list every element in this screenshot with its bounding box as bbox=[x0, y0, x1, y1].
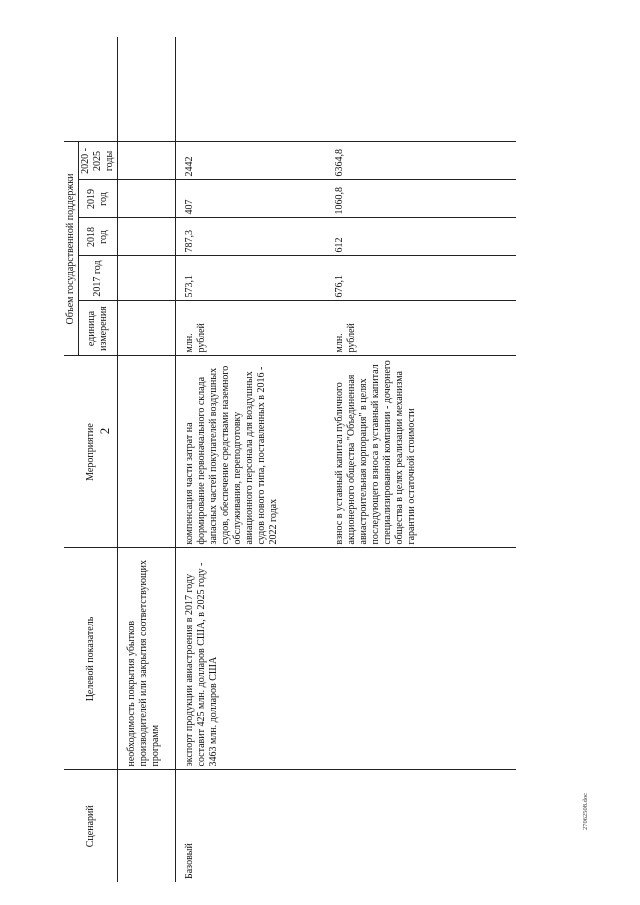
support-volume-table bbox=[64, 37, 516, 882]
empty-cell bbox=[326, 37, 516, 142]
empty-cell bbox=[118, 356, 176, 548]
carryover-target: необходимость покрытия убытков производителей или закрытия соответствующих программ bbox=[118, 548, 176, 770]
row-2018: 787,3 bbox=[176, 218, 326, 256]
empty-cell bbox=[118, 37, 176, 142]
row-target bbox=[326, 548, 516, 770]
row-total: 6364,8 bbox=[326, 142, 516, 180]
empty-cell bbox=[118, 301, 176, 356]
row-scenario bbox=[326, 770, 516, 882]
header-row-1 bbox=[64, 37, 79, 882]
row-total: 2442 bbox=[176, 142, 326, 180]
header-measure: Мероприятие bbox=[64, 356, 118, 548]
row-2017: 573,1 bbox=[176, 256, 326, 301]
page-number: 2 bbox=[97, 427, 112, 435]
row-2019: 1060,8 bbox=[326, 180, 516, 218]
table-row bbox=[326, 37, 516, 882]
header-volume-group: Объем государственной поддержки bbox=[64, 142, 79, 356]
row-unit: млн. рублей bbox=[326, 301, 516, 356]
carryover-scenario bbox=[118, 770, 176, 882]
carryover-row bbox=[118, 37, 176, 882]
empty-cell bbox=[118, 256, 176, 301]
empty-cell bbox=[118, 180, 176, 218]
header-scenario: Сценарий bbox=[64, 770, 118, 882]
empty-cell bbox=[118, 142, 176, 180]
empty-cell bbox=[118, 218, 176, 256]
row-2018: 612 bbox=[326, 218, 516, 256]
header-total: 2020 - 2025 годы bbox=[79, 142, 118, 180]
row-unit: млн. рублей bbox=[176, 301, 326, 356]
row-target: экспорт продукции авиастроения в 2017 году составит 425 млн. долларов США, в 2025 году - 3463 млн. долларов США bbox=[176, 548, 326, 770]
header-spacer bbox=[64, 37, 118, 142]
empty-cell bbox=[176, 37, 326, 142]
row-scenario: Базовый bbox=[176, 770, 326, 882]
table-row bbox=[176, 37, 326, 882]
rotated-table-container bbox=[64, 37, 564, 882]
row-2019: 407 bbox=[176, 180, 326, 218]
row-measure: компенсация части затрат на формирование первоначального склада запасных частей покупателей воздушных судов, обеспечение средствами наземного обслуживания, переподготовку авиационного персонала для воздушных судов нового типа, поставленных в 2016 - 2022 годах bbox=[176, 356, 326, 548]
row-2017: 676,1 bbox=[326, 256, 516, 301]
row-measure: взнос в уставный капитал публичного акционерного общества "Объединенная авиастроительная корпорация" в целях последующего взноса в уставный капитал специализированной компании - дочернего общества в целях реализации механизма гарантии остаточной стоимости bbox=[326, 356, 516, 548]
header-2019: 2019 год bbox=[79, 180, 118, 218]
document-id: 27062508.doc bbox=[582, 792, 589, 830]
header-unit: единица измерения bbox=[79, 301, 118, 356]
header-2017: 2017 год bbox=[79, 256, 118, 301]
header-target: Целевой показатель bbox=[64, 548, 118, 770]
header-2018: 2018 год bbox=[79, 218, 118, 256]
